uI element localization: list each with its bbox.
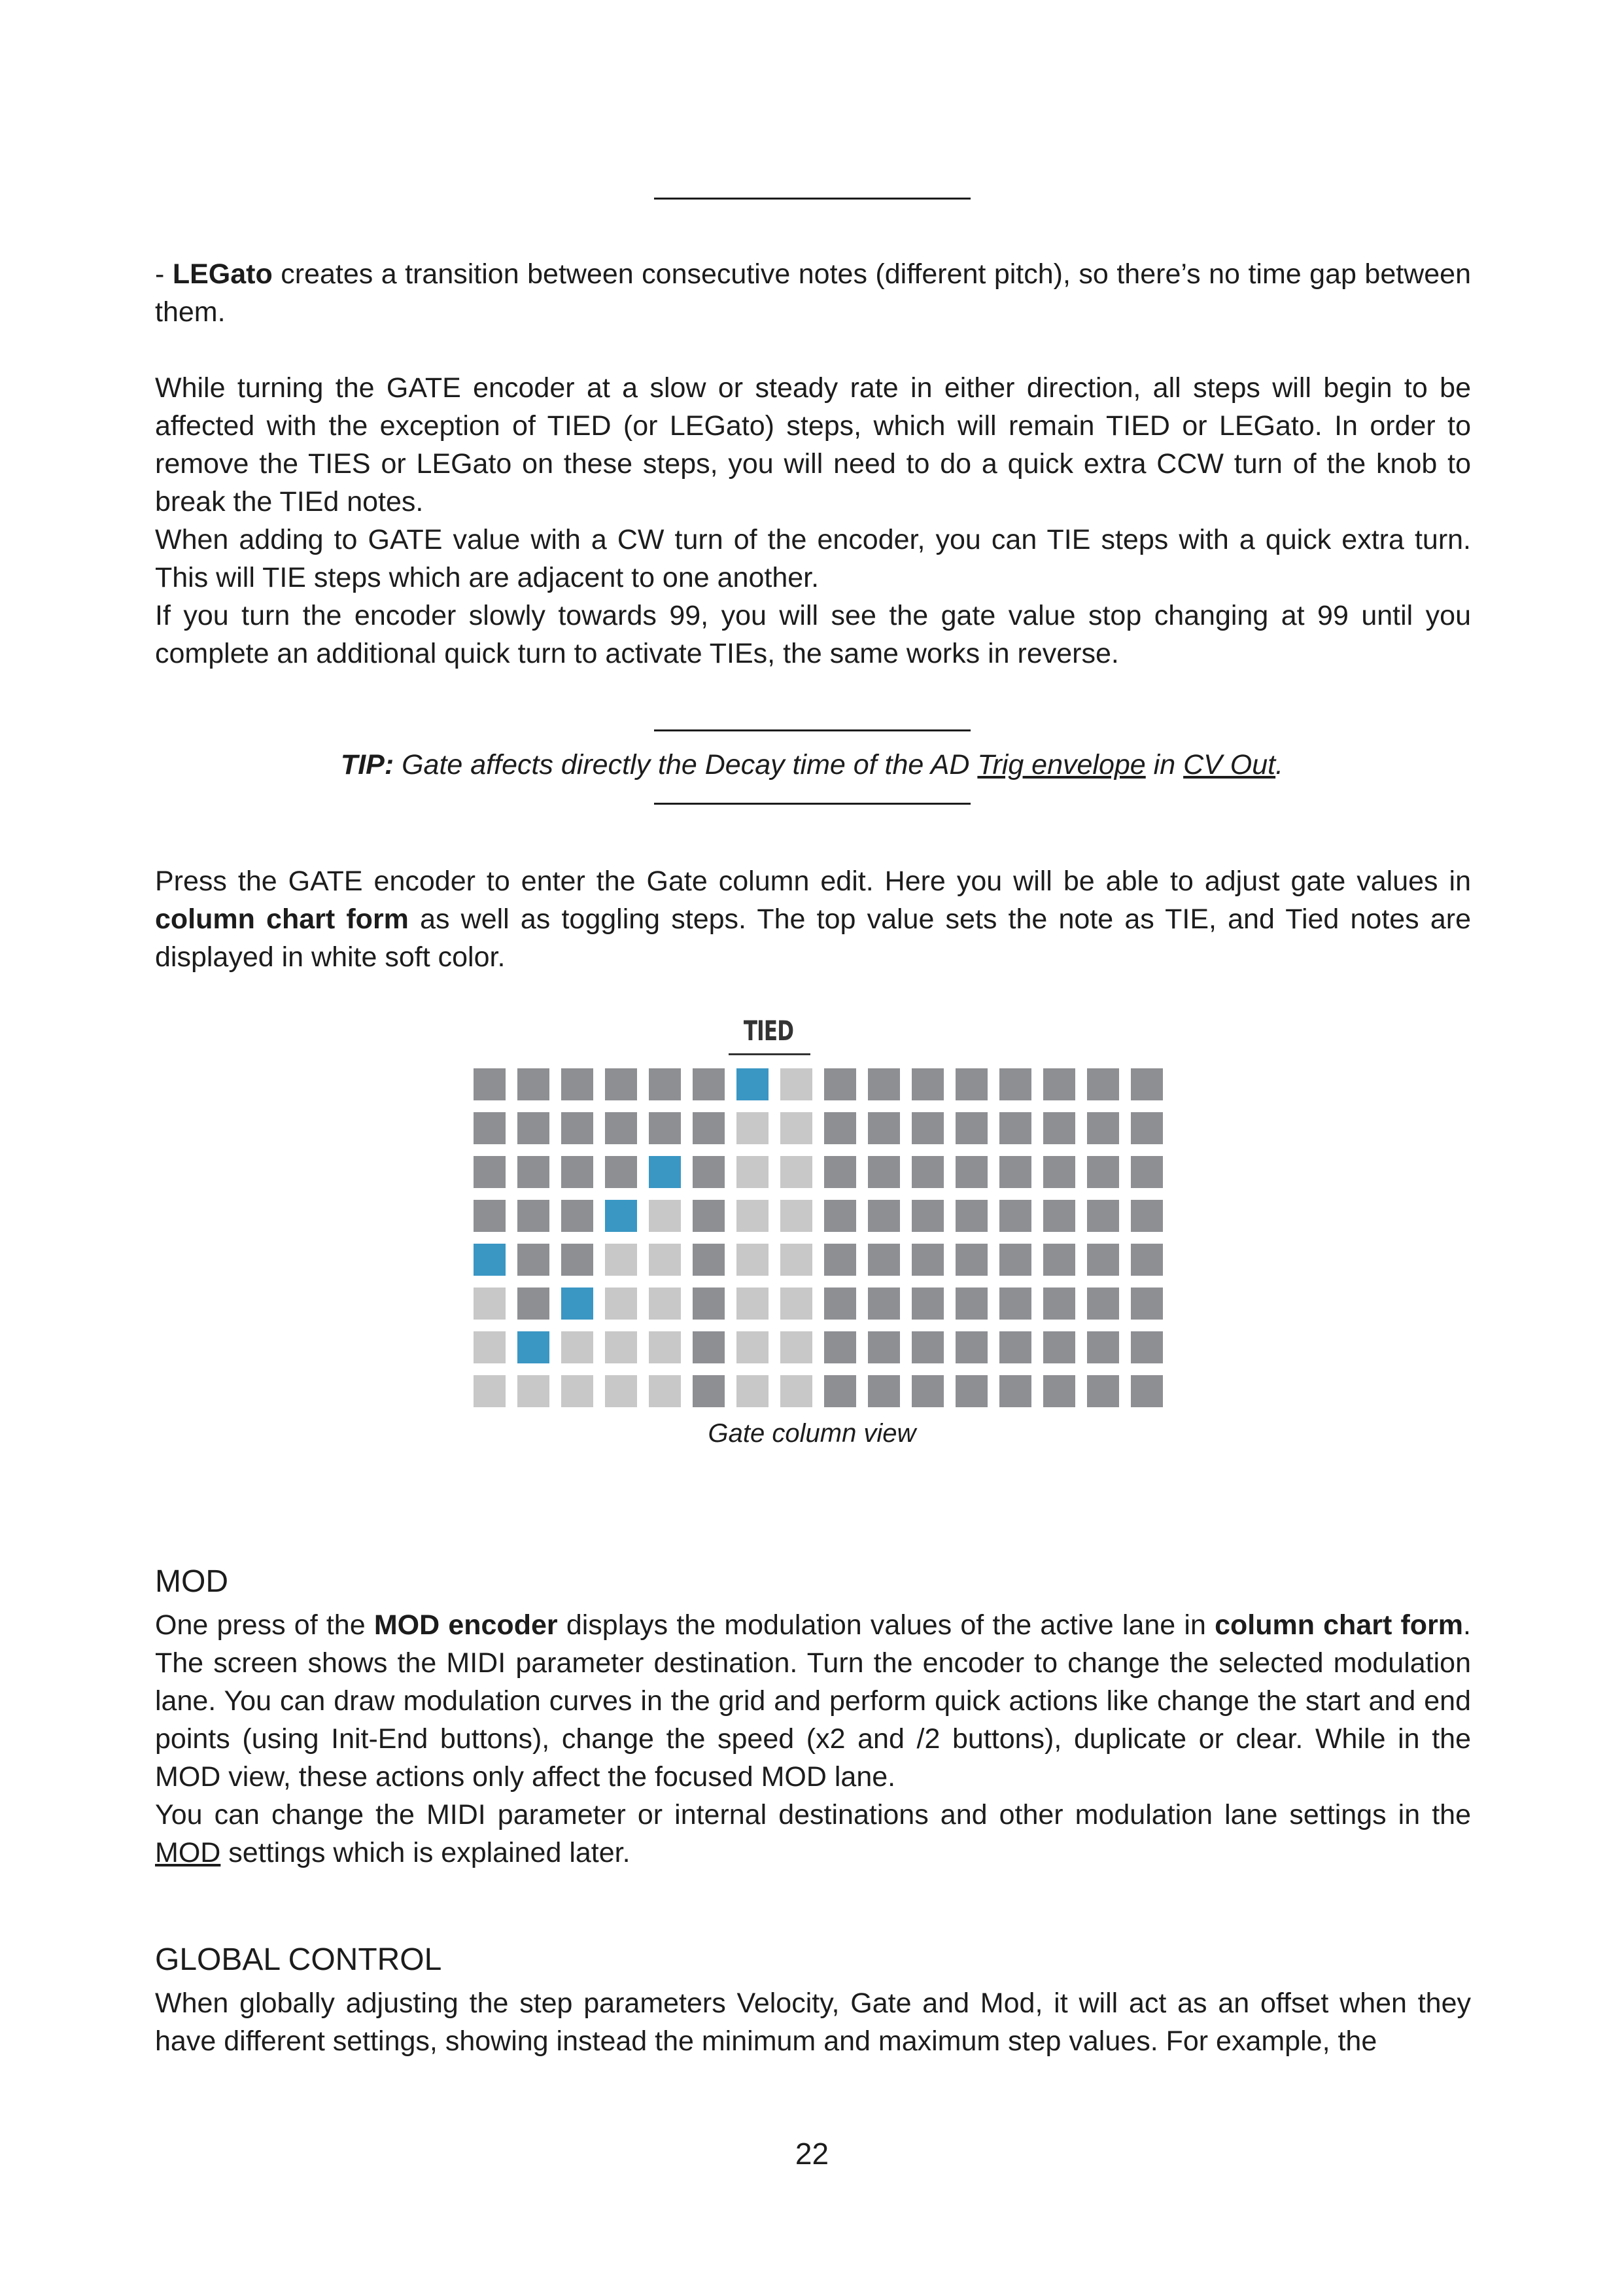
grid-cell-dark [693,1331,725,1363]
grid-cell-dark [956,1200,988,1232]
grid-cell-dark [912,1375,944,1407]
grid-cell-tied [780,1288,812,1320]
grid-cell-tied [780,1068,812,1100]
grid-cell-dark [1131,1156,1163,1188]
tip-top-divider [654,729,971,731]
mod-encoder-term: MOD encoder [373,1609,558,1641]
grid-cell-active [517,1331,549,1363]
grid-cell-dark [868,1331,900,1363]
grid-cell-tied [605,1375,637,1407]
mod-text-4: You can change the MIDI parameter or internal destinations and other modulation lane settings in the [155,1799,1471,1831]
tip-text-3: . [1275,749,1284,780]
mod-settings-link[interactable]: MOD [155,1837,221,1868]
grid-cell-tied [736,1331,769,1363]
grid-cell-dark [999,1156,1031,1188]
grid-cell-dark [517,1156,549,1188]
grid-cell-dark [517,1112,549,1144]
grid-cell-tied [605,1331,637,1363]
grid-cell-tied [736,1375,769,1407]
grid-cell-tied [780,1112,812,1144]
grid-cell-tied [649,1375,681,1407]
tied-label: TIED [743,1015,794,1047]
grid-cell-dark [649,1068,681,1100]
grid-cell-active [474,1244,506,1276]
grid-cell-tied [736,1244,769,1276]
tip-label: TIP: [340,749,394,780]
grid-cell-tied [736,1156,769,1188]
grid-cell-dark [912,1331,944,1363]
grid-cell-dark [956,1156,988,1188]
grid-cell-dark [999,1112,1031,1144]
grid-cell-dark [474,1156,506,1188]
column-chart-form-term: column chart form [155,903,409,935]
grid-cell-dark [693,1244,725,1276]
grid-cell-tied [780,1331,812,1363]
grid-cell-dark [517,1244,549,1276]
grid-cell-dark [1087,1112,1119,1144]
grid-cell-dark [1131,1288,1163,1320]
grid-cell-dark [912,1288,944,1320]
grid-cell-dark [956,1244,988,1276]
mod-column-chart-term: column chart form [1215,1609,1464,1641]
legato-description: creates a transition between consecutive notes (different pitch), so there’s no time gap between them. [155,258,1471,328]
grid-cell-dark [999,1244,1031,1276]
grid-cell-dark [1087,1068,1119,1100]
grid-cell-dark [824,1375,856,1407]
gate-column-text-1: Press the GATE encoder to enter the Gate column edit. Here you will be able to adjust gate values in [155,866,1471,897]
legato-term: LEGato [172,258,273,290]
mod-paragraph [155,1606,1471,1872]
global-control-heading: GLOBAL CONTROL [155,1942,442,1977]
grid-cell-active [605,1200,637,1232]
grid-cell-dark [693,1288,725,1320]
grid-cell-tied [561,1331,593,1363]
grid-cell-dark [1043,1112,1075,1144]
mod-text-3: . The screen shows the MIDI parameter destination. Turn the encoder to change the selected modulation lane. You can draw modulation curves in the grid and perform quick actions like change the start and end points (using Init-End buttons), change the speed (x2 and /2 buttons), duplicate or clear. While in the MOD view, these actions only affect the focused MOD lane. [155,1609,1471,1793]
gate-column-text-2: as well as toggling steps. The top value sets the note as TIE, and Tied notes are displayed in white soft color. [155,903,1471,973]
tip-text-2: in [1145,749,1184,780]
grid-cell-dark [693,1156,725,1188]
grid-cell-dark [824,1331,856,1363]
grid-cell-dark [956,1112,988,1144]
grid-cell-dark [824,1156,856,1188]
mod-text-5: settings which is explained later. [220,1837,631,1868]
grid-cell-dark [912,1156,944,1188]
grid-cell-tied [561,1375,593,1407]
grid-cell-dark [824,1288,856,1320]
grid-cell-dark [1043,1200,1075,1232]
grid-cell-tied [649,1331,681,1363]
grid-cell-dark [824,1200,856,1232]
grid-cell-dark [1087,1244,1119,1276]
grid-cell-dark [561,1068,593,1100]
grid-cell-dark [605,1156,637,1188]
grid-cell-dark [912,1200,944,1232]
grid-cell-dark [1043,1375,1075,1407]
grid-cell-dark [561,1244,593,1276]
grid-cell-tied [780,1375,812,1407]
gate-encoder-paragraph [155,369,1471,673]
grid-cell-dark [912,1244,944,1276]
grid-cell-tied [780,1156,812,1188]
trig-envelope-link[interactable]: Trig envelope [977,749,1146,780]
grid-cell-dark [1131,1331,1163,1363]
grid-cell-dark [868,1200,900,1232]
grid-cell-tied [736,1288,769,1320]
grid-cell-tied [736,1200,769,1232]
top-divider [654,198,971,200]
grid-cell-dark [605,1068,637,1100]
figure-caption: Gate column view [708,1419,916,1448]
grid-cell-dark [561,1200,593,1232]
grid-cell-tied [605,1288,637,1320]
grid-cell-dark [693,1112,725,1144]
grid-cell-dark [1043,1156,1075,1188]
gate-encoder-text-2: When adding to GATE value with a CW turn of the encoder, you can TIE steps with a quick extra turn. This will TIE steps which are adjacent to one another. [155,524,1471,593]
grid-cell-dark [912,1112,944,1144]
grid-cell-dark [1043,1288,1075,1320]
grid-cell-dark [1131,1244,1163,1276]
grid-cell-tied [649,1244,681,1276]
grid-cell-dark [693,1375,725,1407]
grid-cell-dark [868,1375,900,1407]
grid-cell-dark [517,1288,549,1320]
grid-cell-dark [474,1068,506,1100]
cv-out-link[interactable]: CV Out [1183,749,1276,780]
mod-text-2: displays the modulation values of the active lane in [557,1609,1215,1641]
grid-cell-active [736,1068,769,1100]
tip-box [0,746,1624,784]
grid-cell-dark [999,1200,1031,1232]
grid-cell-tied [649,1200,681,1232]
grid-cell-dark [605,1112,637,1144]
grid-cell-tied [474,1375,506,1407]
grid-cell-dark [1087,1156,1119,1188]
grid-cell-dark [1131,1200,1163,1232]
tip-bottom-divider [654,803,971,805]
global-control-paragraph [155,1984,1471,2060]
grid-cell-dark [561,1112,593,1144]
grid-cell-dark [1043,1244,1075,1276]
grid-cell-dark [474,1200,506,1232]
grid-cell-dark [999,1331,1031,1363]
grid-cell-active [649,1156,681,1188]
grid-cell-tied [474,1331,506,1363]
grid-cell-dark [868,1156,900,1188]
grid-cell-dark [474,1112,506,1144]
grid-cell-dark [1087,1331,1119,1363]
grid-cell-tied [517,1375,549,1407]
grid-cell-dark [868,1288,900,1320]
mod-heading: MOD [155,1564,228,1599]
grid-cell-dark [1131,1068,1163,1100]
grid-cell-dark [1131,1112,1163,1144]
grid-cell-dark [1087,1375,1119,1407]
grid-cell-dark [999,1068,1031,1100]
grid-cell-dark [1043,1331,1075,1363]
grid-cell-dark [824,1244,856,1276]
gate-column-grid [474,1068,1163,1407]
grid-cell-dark [1087,1200,1119,1232]
grid-cell-dark [956,1331,988,1363]
grid-cell-dark [824,1112,856,1144]
legato-paragraph: - LEGato creates a transition between consecutive notes (different pitch), so there’s no time gap between them. [155,258,1471,328]
gate-encoder-text-1: While turning the GATE encoder at a slow or steady rate in either direction, all steps will begin to be affected with the exception of TIED (or LEGato) steps, which will remain TIED or LEGato. In order to remove the TIES or LEGato on these steps, you will need to do a quick extra CCW turn of the knob to break the TIEd notes. [155,372,1471,517]
mod-text-1: One press of the [155,1609,374,1641]
grid-cell-dark [824,1068,856,1100]
grid-cell-dark [1043,1068,1075,1100]
grid-cell-dark [561,1156,593,1188]
grid-cell-active [561,1288,593,1320]
grid-cell-dark [649,1112,681,1144]
grid-cell-dark [868,1068,900,1100]
gate-encoder-text-3: If you turn the encoder slowly towards 99, you will see the gate value stop changing at 99 until you complete an additional quick turn to activate TIEs, the same works in reverse. [155,600,1471,669]
page-number: 22 [795,2137,829,2171]
grid-cell-tied [736,1112,769,1144]
grid-cell-tied [780,1244,812,1276]
grid-cell-dark [956,1288,988,1320]
global-control-text: When globally adjusting the step parameters Velocity, Gate and Mod, it will act as an offset when they have different settings, showing instead the minimum and maximum step values. For example, the [155,1988,1471,2057]
gate-column-paragraph [155,862,1471,976]
grid-cell-dark [517,1200,549,1232]
grid-cell-tied [780,1200,812,1232]
grid-cell-dark [999,1288,1031,1320]
grid-cell-dark [693,1068,725,1100]
grid-cell-dark [956,1375,988,1407]
grid-cell-dark [868,1112,900,1144]
tip-text-1: Gate affects directly the Decay time of the AD [394,749,978,780]
grid-cell-dark [999,1375,1031,1407]
grid-cell-tied [649,1288,681,1320]
grid-cell-dark [956,1068,988,1100]
tied-underline [729,1053,810,1055]
grid-cell-dark [1087,1288,1119,1320]
grid-cell-dark [912,1068,944,1100]
grid-cell-dark [693,1200,725,1232]
grid-cell-tied [605,1244,637,1276]
grid-cell-dark [868,1244,900,1276]
grid-cell-dark [517,1068,549,1100]
grid-cell-tied [474,1288,506,1320]
grid-cell-dark [1131,1375,1163,1407]
